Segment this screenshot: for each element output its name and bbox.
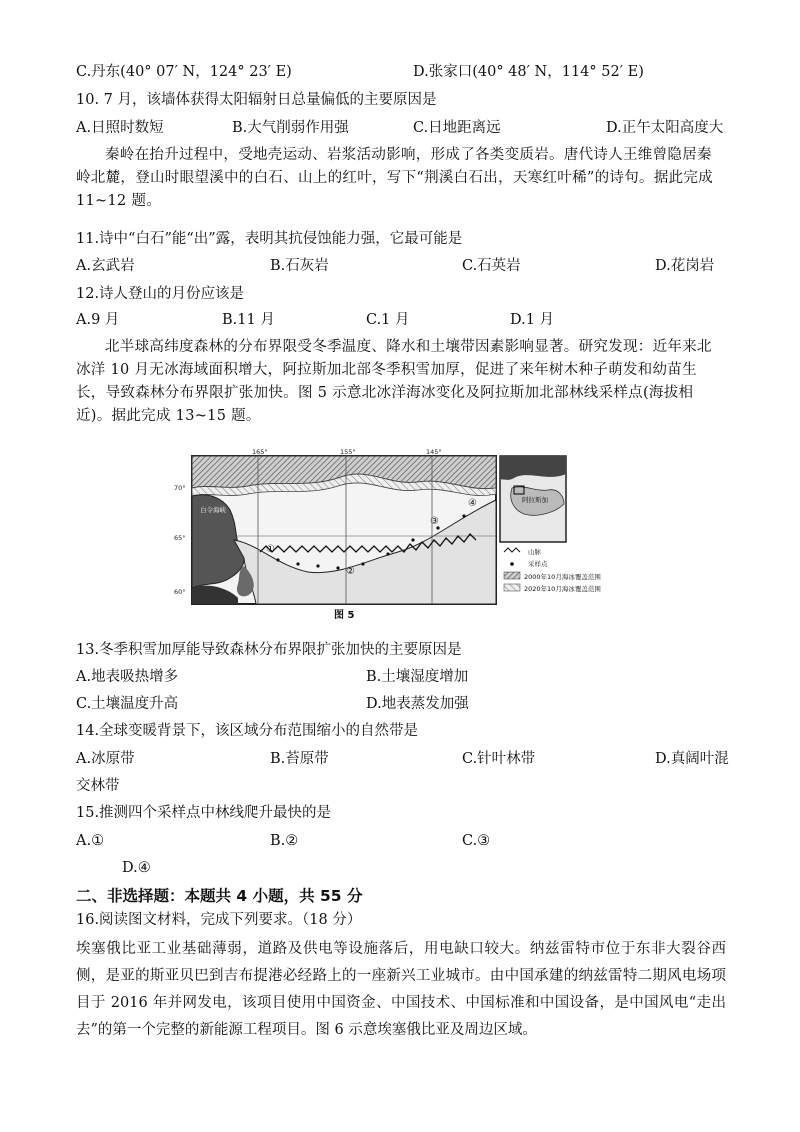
q13-option-b: B.土壤湿度增加: [366, 669, 469, 685]
figure-caption: 图 5: [334, 610, 355, 621]
legend-2020-swatch: [504, 584, 520, 591]
q12-stem: 12.诗人登山的月份应该是: [76, 286, 245, 302]
q16-stem: 16.阅读图文材料，完成下列要求。（18 分）: [76, 912, 362, 928]
q14-option-d-continued: 交林带: [76, 778, 120, 794]
q14-option-c: C.针叶林带: [462, 751, 536, 767]
inset-label: 阿拉斯加: [522, 496, 548, 504]
q11-option-a: A.玄武岩: [76, 258, 135, 274]
figure-5-svg: [168, 448, 638, 628]
figure-5-map: [168, 448, 638, 628]
q11-option-d: D.花岗岩: [655, 258, 715, 274]
sample-point-2: ②: [346, 566, 355, 577]
q13-option-d: D.地表蒸发加强: [366, 696, 469, 712]
sample-point-1: ①: [266, 544, 275, 555]
lat-label-65: 65°: [174, 534, 186, 542]
lat-label-60: 60°: [174, 588, 186, 596]
q16-material: 埃塞俄比亚工业基础薄弱，道路及供电等设施落后，用电缺口较大。纳兹雷特市位于东非大裂谷西侧，是亚的斯亚贝巴到吉布提港必经路上的一座新兴工业城市。由中国承建的纳兹雷特二期风电场项目于 2016 年并网发电，该项目使用中国资金、中国技术、中国标准和中国设备，是中国风电“走出去”的第一个完整的新能源工程项目。图 6 示意埃塞俄比亚及周边区域。: [76, 941, 726, 1038]
q14-option-b: B.苔原带: [270, 751, 329, 767]
legend-mountain: 山脉: [528, 548, 541, 556]
passage-13-15: 北半球高纬度森林的分布界限受冬季温度、降水和土壤带因素影响显著。研究发现：近年来北冰洋 10 月无冰海域面积增大，阿拉斯加北部冬季积雪加厚，促进了来年树木种子萌发和幼苗生长，导致森林分布界限扩张加快。图 5 示意北冰洋海冰变化及阿拉斯加北部林线采样点(海拔相近)。据此完成 13~15 题。: [76, 339, 712, 424]
q15-option-a: A.①: [76, 833, 105, 849]
passage-11-12: 秦岭在抬升过程中，受地壳运动、岩浆活动影响，形成了各类变质岩。唐代诗人王维曾隐居秦岭北麓，登山时眼望溪中的白石、山上的红叶，写下“荆溪白石出，天寒红叶稀”的诗句。据此完成 11~12 题。: [76, 147, 714, 209]
lon-label-145: 145°: [426, 448, 442, 456]
q10-option-c: C.日地距离远: [413, 120, 501, 136]
q11-stem: 11.诗中“白石”能“出”露，表明其抗侵蚀能力强，它最可能是: [76, 231, 463, 247]
sample-point-4: ④: [468, 498, 477, 509]
q12-option-c: C.1 月: [366, 312, 410, 328]
q9-option-d: D.张家口(40° 48′ N，114° 52′ E): [413, 64, 644, 80]
lon-label-165: 165°: [252, 448, 268, 456]
q13-option-c: C.土壤温度升高: [76, 696, 179, 712]
legend-mountain-icon: [504, 548, 520, 552]
q11-option-c: C.石英岩: [462, 258, 521, 274]
q10-stem: 10. 7 月，该墙体获得太阳辐射日总量偏低的主要原因是: [76, 92, 437, 108]
sea-label: 白令海峡: [200, 506, 226, 514]
q12-option-a: A.9 月: [76, 312, 120, 328]
legend-2000: 2000年10月海冰覆盖范围: [524, 573, 601, 581]
q10-option-b: B.大气削弱作用强: [232, 120, 349, 136]
q12-option-b: B.11 月: [222, 312, 275, 328]
legend-sample: 采样点: [528, 560, 548, 568]
q14-option-a: A.冰原带: [76, 751, 135, 767]
q12-option-d: D.1 月: [510, 312, 555, 328]
lat-label-70: 70°: [174, 484, 186, 492]
q14-stem: 14.全球变暖背景下，该区域分布范围缩小的自然带是: [76, 723, 419, 739]
q14-option-d: D.真阔叶混: [655, 751, 729, 767]
q9-option-c: C.丹东(40° 07′ N，124° 23′ E): [76, 64, 292, 80]
q11-option-b: B.石灰岩: [270, 258, 329, 274]
section-heading: 二、非选择题：本题共 4 小题，共 55 分: [76, 887, 363, 905]
q13-stem: 13.冬季积雪加厚能导致森林分布界限扩张加快的主要原因是: [76, 642, 462, 658]
q15-stem: 15.推测四个采样点中林线爬升最快的是: [76, 805, 332, 821]
legend-2000-swatch: [504, 572, 520, 579]
q10-option-a: A.日照时数短: [76, 120, 164, 136]
q15-option-b: B.②: [270, 833, 299, 849]
q15-option-d: D.④: [122, 860, 151, 876]
lon-label-155: 155°: [340, 448, 356, 456]
q10-option-d: D.正午太阳高度大: [606, 120, 724, 136]
q13-option-a: A.地表吸热增多: [76, 669, 179, 685]
legend-sample-icon: [510, 562, 514, 566]
q15-option-c: C.③: [462, 833, 491, 849]
legend-2020: 2020年10月海冰覆盖范围: [524, 585, 601, 593]
sample-point-3: ③: [430, 516, 439, 527]
